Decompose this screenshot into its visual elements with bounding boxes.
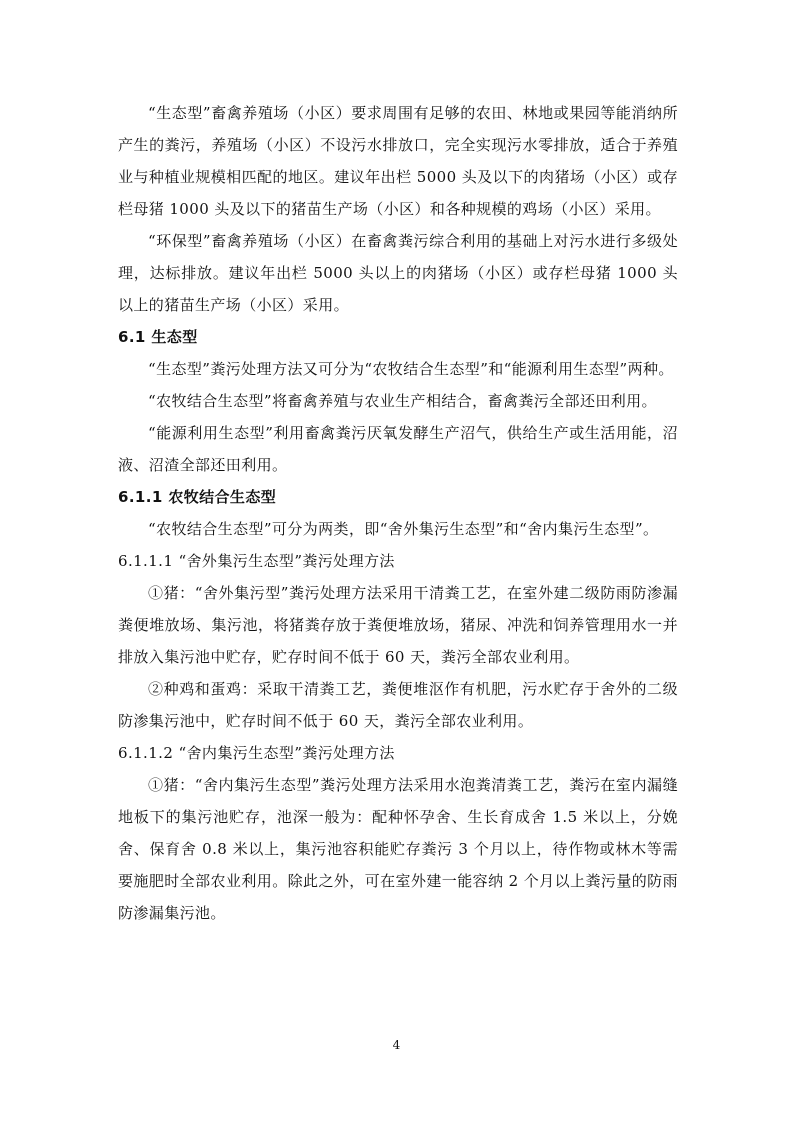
section-6-1-1-1-paragraph: ②种鸡和蛋鸡：采取干清粪工艺，粪便堆沤作有机肥，污水贮存于舍外的二级防渗集污池中，贮存时间不低于 60 天，粪污全部农业利用。 — [118, 680, 678, 730]
section-heading-6-1-1-2: 6.1.1.2 “舍内集污生态型”粪污处理方法 — [118, 744, 395, 762]
section-heading-6-1-1-1: 6.1.1.1 “舍外集污生态型”粪污处理方法 — [118, 552, 395, 570]
intro-paragraph-environmental: “环保型”畜禽养殖场（小区）在畜禽粪污综合利用的基础上对污水进行多级处理，达标排放。建议年出栏 5000 头以上的肉猪场（小区）或存栏母猪 1000 头以上的猪苗生产场（小区）采用。 — [118, 232, 678, 314]
page-body — [118, 97, 678, 929]
intro-paragraph-ecological: “生态型”畜禽养殖场（小区）要求周围有足够的农田、林地或果园等能消纳所产生的粪污，养殖场（小区）不设污水排放口，完全实现污水零排放，适合于养殖业与种植业规模相匹配的地区。建议年出栏 5000 头及以下的肉猪场（小区）或存栏母猪 1000 头及以下的猪苗生产场（小区）和各种规模的鸡场（小区）采用。 — [118, 104, 678, 218]
section-heading-6-1: 6.1 生态型 — [118, 328, 198, 346]
section-6-1-1-1-paragraph: ①猪：“舍外集污型”粪污处理方法采用干清粪工艺，在室外建二级防雨防渗漏粪便堆放场、集污池，将猪粪存放于粪便堆放场，猪尿、冲洗和饲养管理用水一并排放入集污池中贮存，贮存时间不低于 60 天，粪污全部农业利用。 — [118, 584, 678, 666]
section-heading-6-1-1: 6.1.1 农牧结合生态型 — [118, 488, 277, 506]
section-6-1-paragraph: “生态型”粪污处理方法又可分为“农牧结合生态型”和“能源利用生态型”两种。 — [148, 360, 674, 378]
section-6-1-1-paragraph: “农牧结合生态型”可分为两类，即“舍外集污生态型”和“舍内集污生态型”。 — [148, 520, 659, 538]
page-number: 4 — [392, 1038, 401, 1052]
section-6-1-paragraph: “能源利用生态型”利用畜禽粪污厌氧发酵生产沼气，供给生产或生活用能，沼液、沼渣全部还田利用。 — [118, 424, 678, 474]
section-6-1-1-2-paragraph: ①猪：“舍内集污生态型”粪污处理方法采用水泡粪清粪工艺，粪污在室内漏缝地板下的集污池贮存，池深一般为：配种怀孕舍、生长育成舍 1.5 米以上，分娩舍、保育舍 0.8 米以上，集污池容积能贮存粪污 3 个月以上，待作物或林木等需要施肥时全部农业利用。除此之外，可在室外建一能容纳 2 个月以上粪污量的防雨防渗漏集污池。 — [118, 776, 678, 922]
section-6-1-paragraph: “农牧结合生态型”将畜禽养殖与农业生产相结合，畜禽粪污全部还田利用。 — [148, 392, 657, 410]
